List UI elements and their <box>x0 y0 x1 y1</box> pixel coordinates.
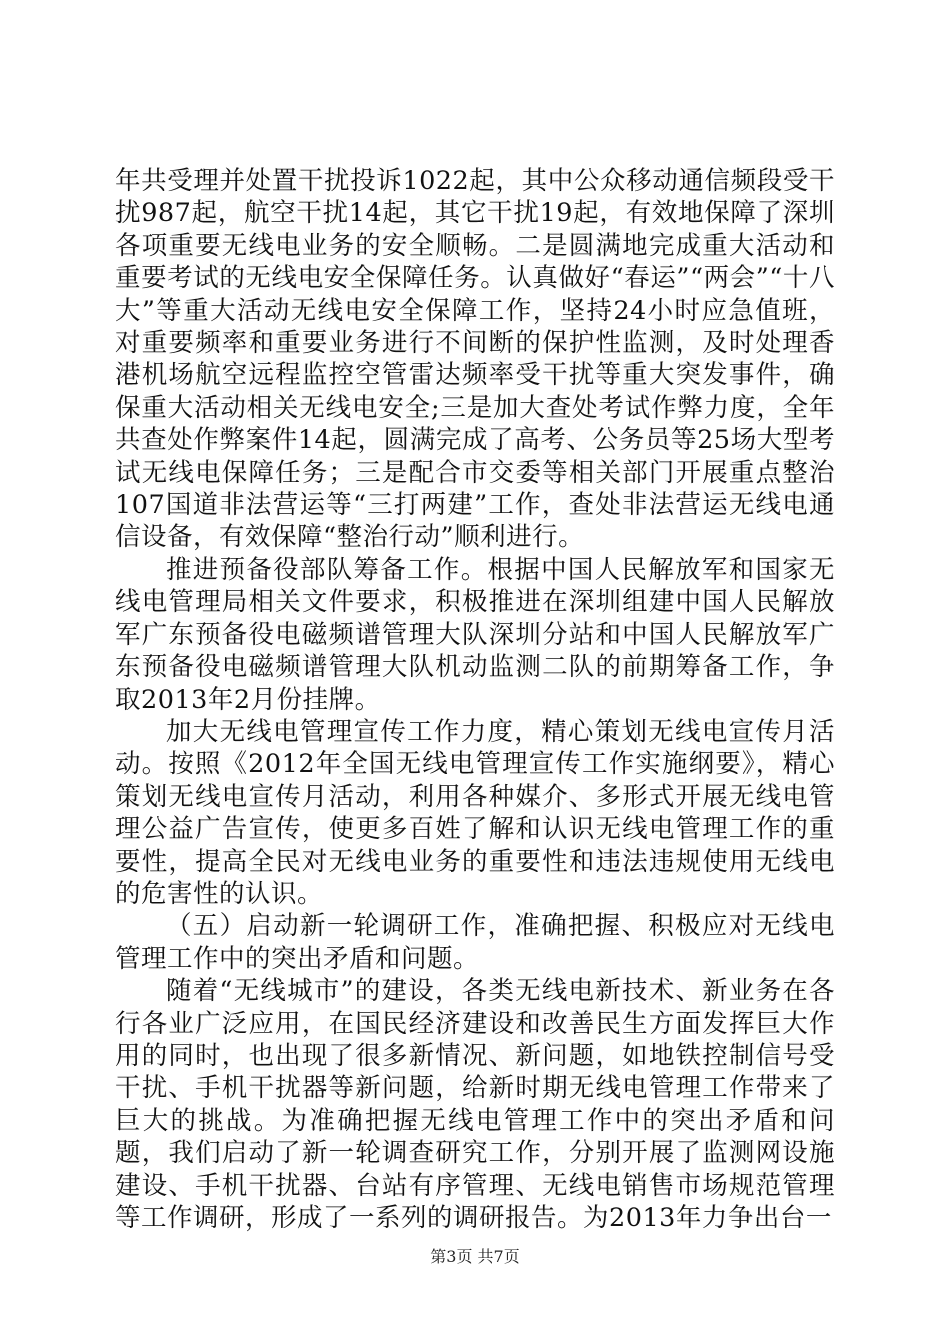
section-heading-five: （五）启动新一轮调研工作，准确把握、积极应对无线电管理工作中的突出矛盾和问题。 <box>115 911 835 974</box>
paragraph-wireless-city: 随着“无线城市”的建设，各类无线电新技术、新业务在各行各业广泛应用，在国民经济建设和改善民生方面发挥巨大作用的同时，也出现了很多新情况、新问题，如地铁控制信号受干扰、手机干扰器等新问题，给新时期无线电管理工作带来了巨大的挑战。为准确把握无线电管理工作中的突出矛盾和问题，我们启动了新一轮调查研究工作，分别开展了监测网设施建设、手机干扰器、台站有序管理、无线电销售市场规范管理等工作调研，形成了一系列的调研报告。为2013年力争出台一 <box>115 976 835 1233</box>
paragraph-publicity: 加大无线电管理宣传工作力度，精心策划无线电宣传月活动。按照《2012年全国无线电管理宣传工作实施纲要》，精心策划无线电宣传月活动，利用各种媒介、多形式开展无线电管理公益广告宣传，使更多百姓了解和认识无线电管理工作的重要性，提高全民对无线电业务的重要性和违法违规使用无线电的危害性的认识。 <box>115 716 835 909</box>
page-number-footer: 第3页 共7页 <box>430 1247 520 1266</box>
document-body <box>115 165 835 1234</box>
paragraph-interference-handling: 年共受理并处置干扰投诉1022起，其中公众移动通信频段受干扰987起，航空干扰14起，其它干扰19起，有效地保障了深圳各项重要无线电业务的安全顺畅。二是圆满地完成重大活动和重要考试的无线电安全保障任务。认真做好“春运”“两会”“十八大”等重大活动无线电安全保障工作，坚持24小时应急值班，对重要频率和重要业务进行不间断的保护性监测，及时处理香港机场航空远程监控空管雷达频率受干扰等重大突发事件，确保重大活动相关无线电安全;三是加大查处考试作弊力度，全年共查处作弊案件14起，圆满完成了高考、公务员等25场大型考试无线电保障任务；三是配合市交委等相关部门开展重点整治107国道非法营运等“三打两建”工作，查处非法营运无线电通信设备，有效保障“整治行动”顺利进行。 <box>115 166 835 553</box>
paragraph-reserve-forces: 推进预备役部队筹备工作。根据中国人民解放军和国家无线电管理局相关文件要求，积极推进在深圳组建中国人民解放军广东预备役电磁频谱管理大队深圳分站和中国人民解放军广东预备役电磁频谱管理大队机动监测二队的前期筹备工作，争取2013年2月份挂牌。 <box>115 554 835 715</box>
